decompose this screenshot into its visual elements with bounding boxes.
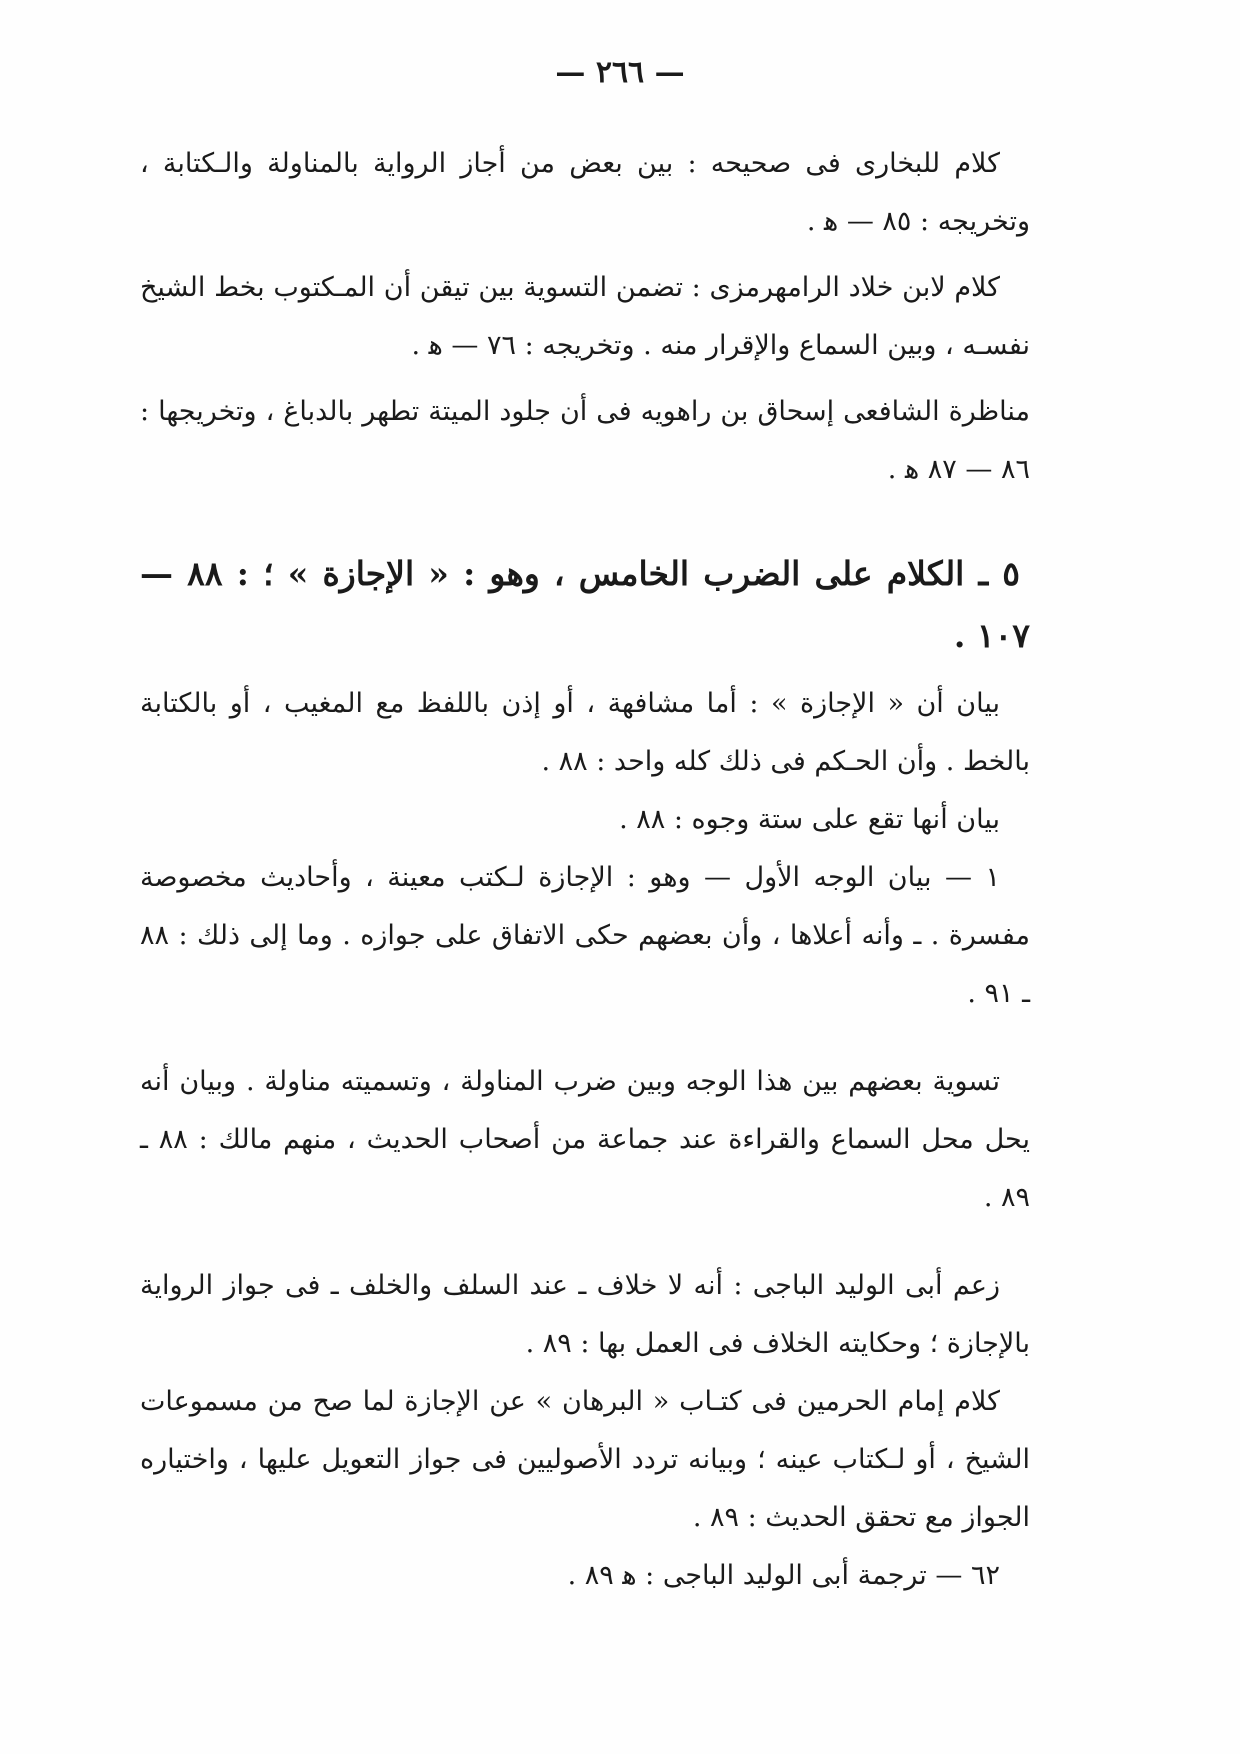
index-content — [140, 135, 1030, 1605]
entry-imam-haramayn: كلام إمام الحرمين فى كتـاب « البرهان » عن الإجازة لما صح من مسموعات الشيخ ، أو لـكتاب عينه ؛ وبيانه تردد الأصوليين فى جواز التعويل عليها ، واختياره الجواز مع تحقق الحديث : ٨٩ . — [140, 1386, 1030, 1533]
page-number: — ٢٦٦ — — [555, 55, 685, 90]
entry-ijaza-types: بيان أن « الإجازة » : أما مشافهة ، أو إذن باللفظ مع المغيب ، أو بالكتابة بالخط . وأن الحـكم فى ذلك كله واحد : ٨٨ . — [140, 688, 1030, 777]
entry-baji-claim: زعم أبى الوليد الباجى : أنه لا خلاف ـ عند السلف والخلف ـ فى جواز الرواية بالإجازة ؛ وحكايته الخلاف فى العمل بها : ٨٩ . — [140, 1270, 1030, 1359]
entry-six-aspects: بيان أنها تقع على ستة وجوه : ٨٨ . — [619, 804, 1000, 835]
entry-shafii-debate: مناظرة الشافعى إسحاق بن راهويه فى أن جلود الميتة تطهر بالدباغ ، وتخريجها : ٨٦ — ٨٧ ﻫ . — [140, 396, 1030, 485]
entry-equating-munawala: تسوية بعضهم بين هذا الوجه وبين ضرب المناولة ، وتسميته مناولة . وبيان أنه يحل محل السماع والقراءة عند جماعة من أصحاب الحديث ، منهم مالك : ٨٨ ـ ٨٩ . — [140, 1066, 1031, 1213]
section-heading-ijaza: ٥ ـ الكلام على الضرب الخامس ، وهو : « الإجازة » ؛ : ٨٨ — ١٠٧ . — [140, 554, 1030, 655]
entry-baji-biography: ٦٢ — ترجمة أبى الوليد الباجى : ﻫ ٨٩ . — [567, 1560, 1000, 1591]
entry-bukhari: كلام للبخارى فى صحيحه : بين بعض من أجاز الرواية بالمناولة والـكتابة ، وتخريجه : ٨٥ — ﻫ . — [140, 148, 1030, 237]
entry-first-aspect: ١ — بيان الوجه الأول — وهو : الإجازة لـكتب معينة ، وأحاديث مخصوصة مفسرة . ـ وأنه أعلاها ، وأن بعضهم حكى الاتفاق على جوازه . وما إلى ذلك : ٨٨ ـ ٩١ . — [140, 862, 1030, 1009]
entry-ramahurmuzi: كلام لابن خلاد الرامهرمزى : تضمن التسوية بين تيقن أن المـكتوب بخط الشيخ نفسـه ، وبين السماع والإقرار منه . وتخريجه : ٧٦ — ﻫ . — [140, 272, 1030, 361]
